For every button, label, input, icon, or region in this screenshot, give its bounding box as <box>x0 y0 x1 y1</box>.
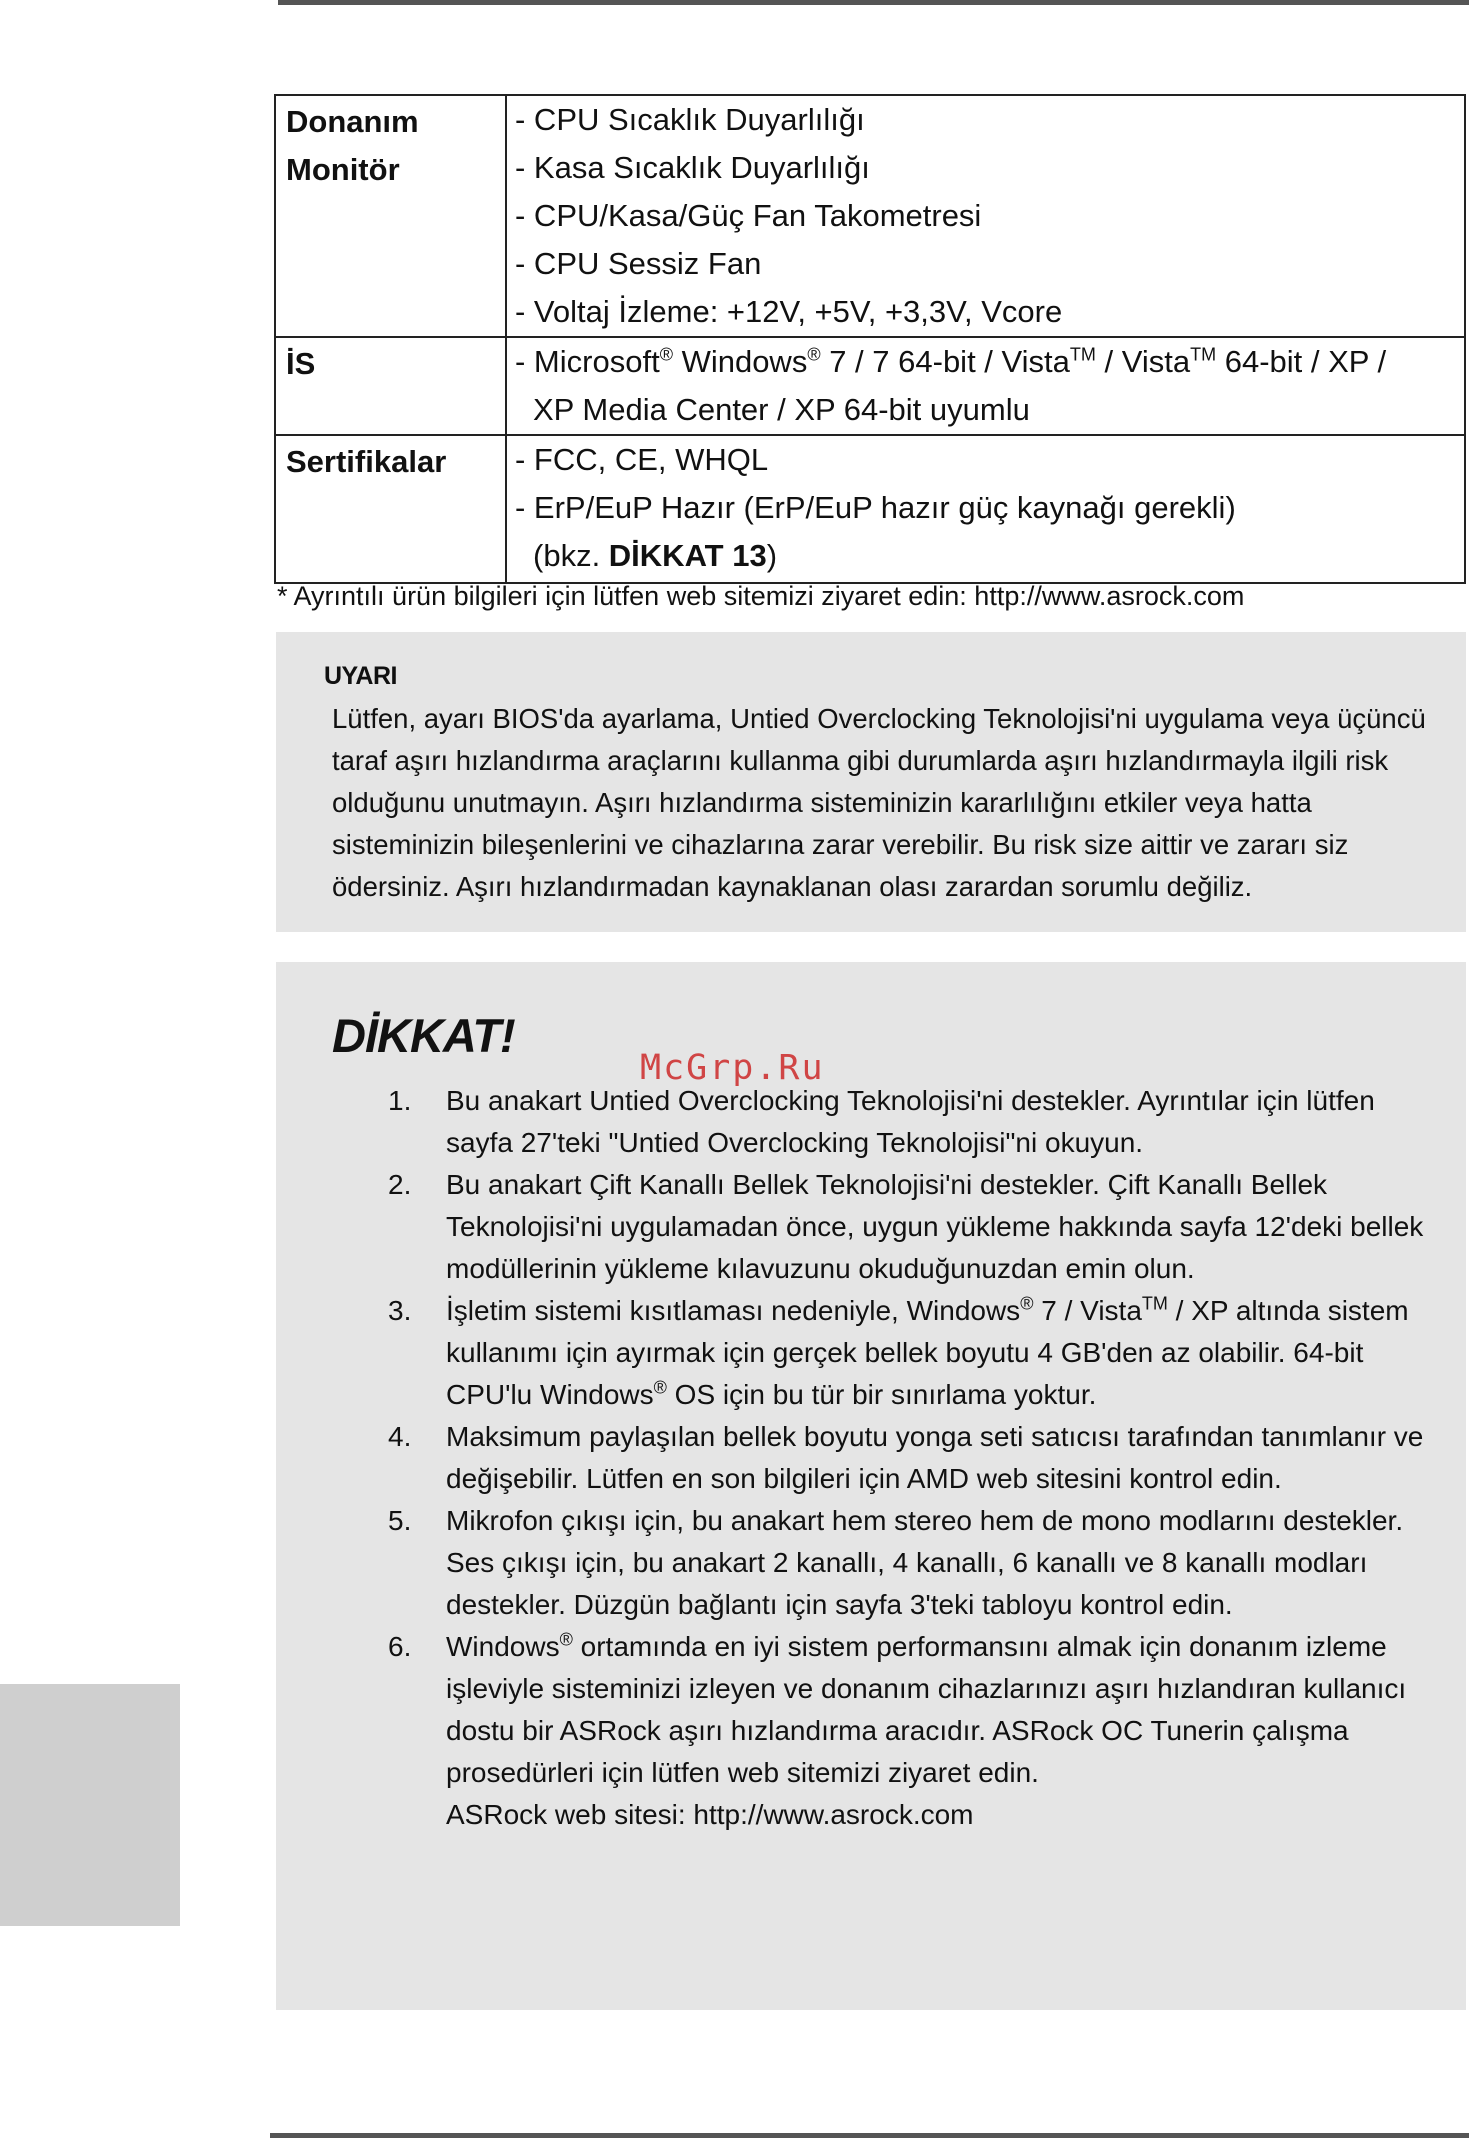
row-label: Sertifikalar <box>275 435 506 583</box>
notes-box <box>276 962 1466 2010</box>
spec-line: - CPU/Kasa/Güç Fan Takometresi <box>515 198 982 233</box>
table-row-certifications <box>275 435 1465 583</box>
footnote: * Ayrıntılı ürün bilgileri için lütfen web sitemizi ziyaret edin: http://www.asrock.com <box>277 581 1245 611</box>
top-rule <box>278 0 1469 5</box>
row-label: İS <box>275 337 506 435</box>
item-number: 4. <box>388 1421 412 1452</box>
warning-title: UYARI <box>324 662 397 690</box>
item-number: 2. <box>388 1169 412 1200</box>
table-row-hardware-monitor <box>275 95 1465 337</box>
list-item <box>276 1164 1466 1290</box>
spec-line: - CPU Sessiz Fan <box>515 246 762 281</box>
list-item <box>276 1500 1466 1626</box>
spec-line: - Microsoft® Windows® 7 / 7 64-bit / Vista™ / Vista™ 64-bit / XP / <box>515 344 1387 379</box>
notes-title: DİKKAT! <box>332 1009 515 1062</box>
spec-line: - FCC, CE, WHQL <box>515 442 769 477</box>
row-value <box>506 435 1465 583</box>
spec-line: - CPU Sıcaklık Duyarlılığı <box>515 102 865 137</box>
spec-line: (bkz. DİKKAT 13) <box>533 538 778 573</box>
item-text: Maksimum paylaşılan bellek boyutu yonga seti satıcısı tarafından tanımlanır ve değişebilir. Lütfen en son bilgileri için AMD web sitesini kontrol edin. <box>446 1421 1424 1494</box>
spec-line: - Kasa Sıcaklık Duyarlılığı <box>515 150 870 185</box>
notes-list <box>276 1080 1466 1836</box>
item-number: 1. <box>388 1085 412 1116</box>
asrock-website-line: ASRock web sitesi: http://www.asrock.com <box>446 1799 974 1830</box>
item-number: 5. <box>388 1505 412 1536</box>
bottom-rule <box>270 2133 1469 2138</box>
list-item <box>276 1080 1466 1164</box>
list-item <box>276 1416 1466 1500</box>
row-label: Donanım Monitör <box>275 95 506 337</box>
side-language-tab <box>0 1684 180 1926</box>
list-item <box>276 1626 1466 1836</box>
item-text: İşletim sistemi kısıtlaması nedeniyle, Windows® 7 / Vista™ / XP altında sistem kullanımı için ayırmak için gerçek bellek boyutu 4 GB'den az olabilir. 64-bit CPU'lu Windows® OS için bu tür bir sınırlama yoktur. <box>446 1293 1409 1410</box>
row-value <box>506 337 1465 435</box>
spec-line: XP Media Center / XP 64-bit uyumlu <box>533 392 1030 427</box>
row-value <box>506 95 1465 337</box>
item-text: Windows® ortamında en iyi sistem performansını almak için donanım izleme işleviyle sisteminizi izleyen ve donanım cihazlarınızı aşırı hızlandıran kullanıcı dostu bir ASRock aşırı hızlandırma aracıdır. ASRock OC Tunerin çalışma prosedürleri için lütfen web sitemizi ziyaret edin. ASRock web sitesi: http://www.asrock.com <box>446 1629 1407 1830</box>
item-text: Mikrofon çıkışı için, bu anakart hem stereo hem de mono modlarını destekler. Ses çıkışı için, bu anakart 2 kanallı, 4 kanallı, 6 kanallı ve 8 kanallı modları destekler. Düzgün bağlantı için sayfa 3'teki tabloyu kontrol edin. <box>446 1505 1404 1620</box>
item-text: Bu anakart Çift Kanallı Bellek Teknolojisi'ni destekler. Çift Kanallı Bellek Teknolojisi'ni uygulamadan önce, uygun yükleme hakkında sayfa 12'deki bellek modüllerinin yükleme kılavuzunu okuduğunuzdan emin olun. <box>446 1169 1424 1284</box>
table-row-os <box>275 337 1465 435</box>
item-number: 3. <box>388 1295 412 1326</box>
list-item <box>276 1290 1466 1416</box>
spec-line: - ErP/EuP Hazır (ErP/EuP hazır güç kaynağı gerekli) <box>515 490 1236 525</box>
watermark: McGrp.Ru <box>640 1048 825 1088</box>
item-number: 6. <box>388 1631 412 1662</box>
spec-table <box>274 94 1466 584</box>
warning-text: Lütfen, ayarı BIOS'da ayarlama, Untied Overclocking Teknolojisi'ni uygulama veya üçüncü taraf aşırı hızlandırma araçlarını kullanma gibi durumlarda aşırı hızlandırmayla ilgili risk olduğunu unutmayın. Aşırı hızlandırma sisteminizin kararlılığını etkiler veya hatta sisteminizin bileşenlerini ve cihazlarına zarar verebilir. Bu risk size aittir ve zararı siz ödersiniz. Aşırı hızlandırmadan kaynaklanan olası zarardan sorumlu değiliz. <box>332 703 1426 902</box>
item-text: Bu anakart Untied Overclocking Teknolojisi'ni destekler. Ayrıntılar için lütfen sayfa 27'teki "Untied Overclocking Teknolojisi"ni okuyun. <box>446 1085 1375 1158</box>
spec-line: - Voltaj İzleme: +12V, +5V, +3,3V, Vcore <box>515 294 1063 329</box>
warning-box <box>276 632 1466 932</box>
